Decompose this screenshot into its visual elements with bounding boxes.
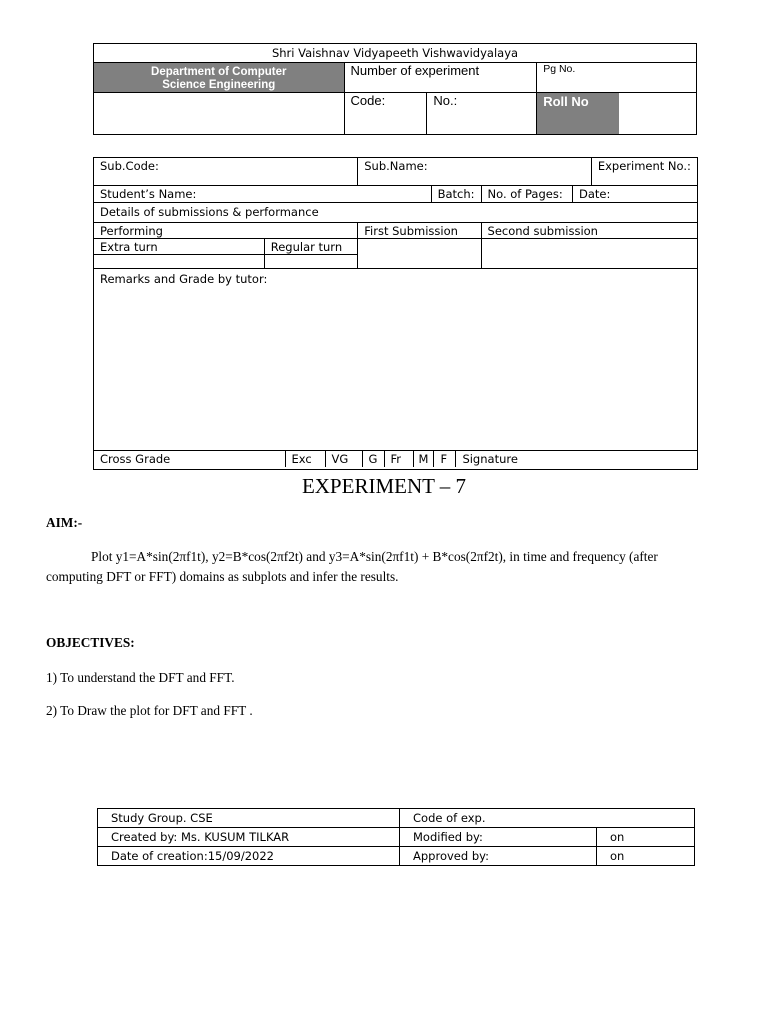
study-group: Study Group. CSE bbox=[98, 809, 400, 828]
code-label: Code: bbox=[344, 93, 427, 135]
no-of-pages: No. of Pages: bbox=[487, 187, 563, 201]
details-of-submissions: Details of submissions & performance bbox=[94, 203, 698, 223]
sub-code: Sub.Code: bbox=[94, 158, 358, 186]
second-submission: Second submission bbox=[481, 223, 697, 239]
roll-no-label: Roll No bbox=[537, 93, 619, 134]
batch: Batch: bbox=[431, 186, 480, 202]
regular-turn: Regular turn bbox=[264, 239, 358, 255]
grade-exc: Exc bbox=[285, 451, 325, 467]
aim-heading: AIM:- bbox=[46, 515, 83, 530]
date-of-creation: Date of creation:15/09/2022 bbox=[98, 847, 400, 866]
department-line1: Department of Computer bbox=[151, 66, 287, 78]
modified-by: Modified by: bbox=[400, 828, 597, 847]
signature: Signature bbox=[456, 451, 697, 467]
first-submission: First Submission bbox=[358, 223, 481, 239]
pg-no: Pg No. bbox=[537, 63, 697, 93]
objective-item: 2) To Draw the plot for DFT and FFT . bbox=[46, 703, 253, 718]
objective-item: 1) To understand the DFT and FFT. bbox=[46, 670, 235, 685]
grade-m: M bbox=[413, 451, 434, 467]
extra-turn: Extra turn bbox=[94, 239, 265, 255]
modified-on: on bbox=[597, 828, 695, 847]
number-of-experiment: Number of experiment bbox=[344, 63, 537, 93]
performing: Performing bbox=[94, 223, 358, 239]
experiment-title: EXPERIMENT – 7 bbox=[301, 474, 467, 498]
pages-date-cell bbox=[481, 186, 697, 203]
remarks-and-grade: Remarks and Grade by tutor: bbox=[94, 269, 698, 451]
extra-turn-value bbox=[94, 255, 265, 269]
aim-text: Plot y1=A*sin(2πf1t), y2=B*cos(2πf2t) and y3=A*sin(2πf1t) + B*cos(2πf2t), in time and frequency (after computing DFT or FFT) domains as subplots and infer the results. bbox=[46, 549, 658, 584]
grade-vg: VG bbox=[325, 451, 362, 467]
students-name-cell bbox=[94, 186, 482, 203]
roll-no-cell bbox=[537, 93, 697, 135]
sub-name: Sub.Name: bbox=[358, 158, 592, 186]
students-name: Student’s Name: bbox=[100, 187, 197, 201]
created-by: Created by: Ms. KUSUM TILKAR bbox=[98, 828, 400, 847]
approved-by: Approved by: bbox=[400, 847, 597, 866]
grade-fr: Fr bbox=[384, 451, 413, 467]
grade-g: G bbox=[362, 451, 384, 467]
objectives-heading: OBJECTIVES: bbox=[46, 635, 135, 650]
first-submission-value bbox=[358, 239, 481, 269]
experiment-no: Experiment No.: bbox=[591, 158, 697, 186]
university-name: Shri Vaishnav Vidyapeeth Vishwavidyalaya bbox=[94, 44, 697, 63]
second-submission-value bbox=[481, 239, 697, 269]
department-line2: Science Engineering bbox=[162, 79, 276, 91]
header-table bbox=[93, 43, 697, 135]
date: Date: bbox=[573, 186, 697, 202]
department-label bbox=[94, 63, 345, 93]
regular-turn-value bbox=[264, 255, 358, 269]
submission-table bbox=[93, 157, 698, 470]
approved-on: on bbox=[597, 847, 695, 866]
no-label: No.: bbox=[427, 93, 537, 135]
grade-f: F bbox=[434, 451, 456, 467]
cross-grade-row bbox=[94, 451, 698, 470]
footer-table bbox=[97, 808, 695, 866]
code-of-exp: Code of exp. bbox=[400, 809, 695, 828]
cross-grade: Cross Grade bbox=[100, 452, 171, 466]
empty-cell bbox=[94, 93, 345, 135]
